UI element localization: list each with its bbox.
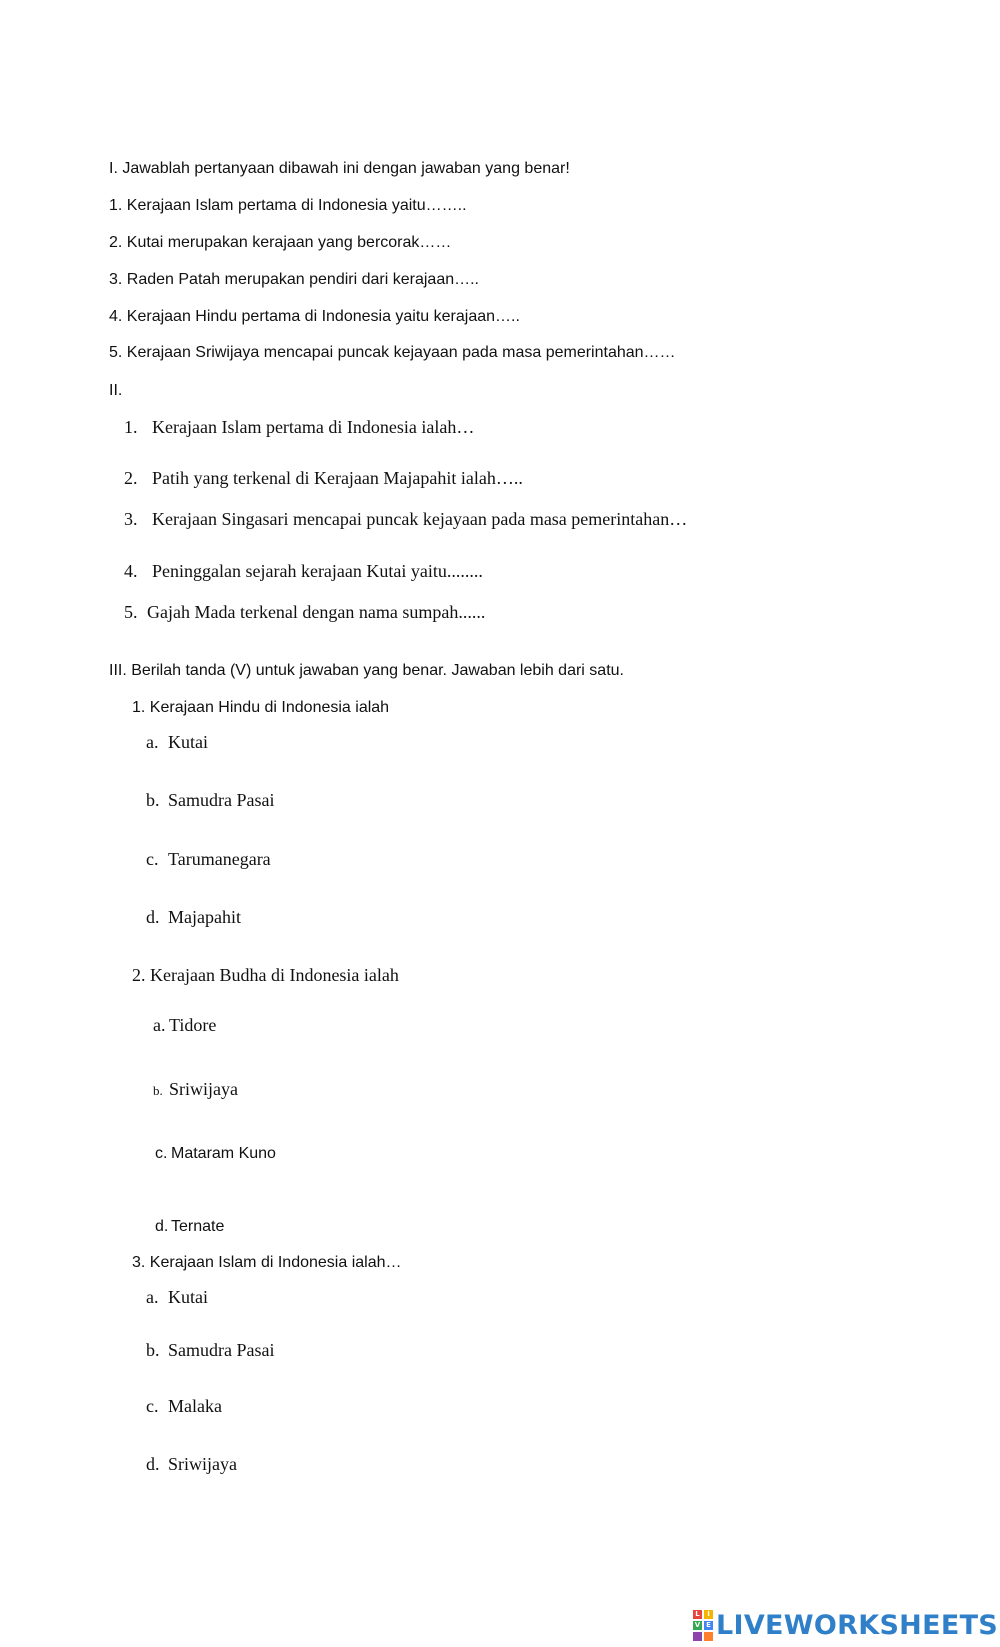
question-number: 1. (124, 417, 138, 437)
option-letter: a. (153, 1015, 166, 1035)
option-letter: c. (146, 1396, 159, 1416)
liveworksheets-logo (693, 1608, 998, 1642)
option-letter: d. (155, 1218, 169, 1235)
logo-tiles-icon (693, 1610, 713, 1641)
section-3-question-3: 3. Kerajaan Islam di Indonesia ialah… (132, 1254, 402, 1271)
section-1-question-2: 2. Kutai merupakan kerajaan yang bercorak…… (109, 234, 452, 251)
section-2-heading: II. (109, 382, 123, 399)
option-letter: c. (155, 1145, 168, 1162)
option-text: Tidore (169, 1015, 217, 1035)
option-2a (153, 1015, 216, 1035)
section-1-question-1: 1. Kerajaan Islam pertama di Indonesia yaitu…….. (109, 197, 467, 214)
option-letter: b. (146, 790, 160, 810)
section-2-question-5 (124, 602, 485, 622)
logo-tile (693, 1632, 702, 1641)
question-number: 4. (124, 561, 138, 581)
option-letter: a. (146, 1287, 159, 1307)
logo-tile: L (693, 1610, 702, 1619)
section-1-question-4: 4. Kerajaan Hindu pertama di Indonesia yaitu kerajaan….. (109, 308, 520, 325)
option-text: Kutai (168, 1287, 208, 1307)
option-2b (153, 1079, 238, 1101)
question-number: 2. (124, 468, 138, 488)
question-text: Peninggalan sejarah kerajaan Kutai yaitu........ (152, 561, 483, 581)
question-number: 5. (124, 602, 138, 622)
option-3b (146, 1340, 274, 1360)
option-text: Kutai (168, 732, 208, 752)
question-text: Kerajaan Singasari mencapai puncak kejayaan pada masa pemerintahan… (152, 509, 688, 529)
question-text: Gajah Mada terkenal dengan nama sumpah...... (147, 602, 486, 622)
option-text: Mataram Kuno (171, 1145, 276, 1162)
logo-tile (704, 1632, 713, 1641)
option-text: Majapahit (168, 907, 241, 927)
option-letter: c. (146, 849, 159, 869)
option-1a (146, 732, 208, 752)
option-text: Samudra Pasai (168, 790, 275, 810)
section-2-question-1 (124, 417, 474, 437)
section-1-question-3: 3. Raden Patah merupakan pendiri dari kerajaan….. (109, 271, 479, 288)
logo-tile: I (704, 1610, 713, 1619)
option-text: Sriwijaya (169, 1079, 238, 1099)
option-letter: b. (146, 1340, 160, 1360)
option-3c (146, 1396, 222, 1416)
option-3d (146, 1454, 237, 1474)
option-3a (146, 1287, 208, 1307)
option-letter: d. (146, 1454, 160, 1474)
option-text: Ternate (171, 1218, 225, 1235)
section-1-heading: I. Jawablah pertanyaan dibawah ini dengan jawaban yang benar! (109, 160, 570, 177)
option-1d (146, 907, 241, 927)
section-1-question-5: 5. Kerajaan Sriwijaya mencapai puncak kejayaan pada masa pemerintahan…… (109, 344, 676, 361)
logo-tile: E (704, 1621, 713, 1630)
question-text: Kerajaan Islam pertama di Indonesia ialah… (152, 417, 475, 437)
question-number: 3. (124, 509, 138, 529)
option-letter: a. (146, 732, 159, 752)
section-3-question-1: 1. Kerajaan Hindu di Indonesia ialah (132, 699, 390, 716)
option-text: Malaka (168, 1396, 222, 1416)
option-letter: d. (146, 907, 160, 927)
option-2c (155, 1144, 276, 1164)
option-text: Tarumanegara (168, 849, 271, 869)
section-3-heading: III. Berilah tanda (V) untuk jawaban yang benar. Jawaban lebih dari satu. (109, 662, 624, 679)
question-text: Patih yang terkenal di Kerajaan Majapahit ialah….. (152, 468, 523, 488)
section-2-question-4 (124, 561, 483, 581)
logo-text: LIVEWORKSHEETS (716, 1609, 999, 1641)
section-2-question-2 (124, 468, 523, 488)
option-2d (155, 1217, 224, 1237)
option-1b (146, 790, 274, 810)
option-1c (146, 849, 271, 869)
logo-tile: V (694, 1621, 701, 1629)
option-letter: b. (153, 1083, 163, 1098)
section-2-question-3 (124, 509, 687, 529)
option-text: Samudra Pasai (168, 1340, 275, 1360)
option-text: Sriwijaya (168, 1454, 237, 1474)
section-3-question-2: 2. Kerajaan Budha di Indonesia ialah (132, 965, 399, 985)
